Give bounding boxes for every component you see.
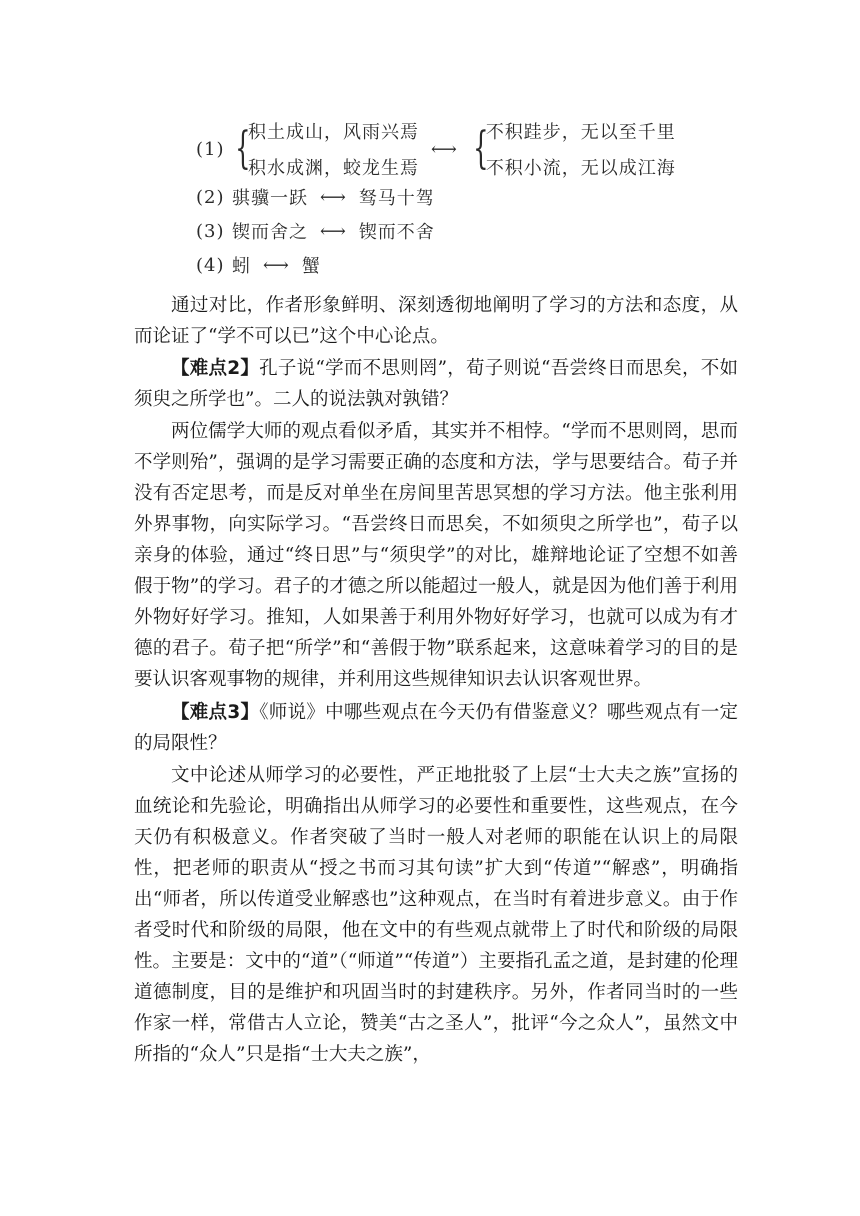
question-text: 孔子说“学而不思则罔”，荀子则说“吾尝终日而思矣，不如须臾之所学也”。二人的说法孰对孰错？ bbox=[134, 358, 738, 410]
right-term: 蟹 bbox=[301, 256, 321, 277]
paragraph-conclusion: 通过对比，作者形象鲜明、深刻透彻地阐明了学习的方法和态度，从而论证了“学不可以已”这个中心论点。 bbox=[134, 295, 738, 347]
left-pair bbox=[248, 118, 419, 180]
row-number: (2) bbox=[196, 186, 225, 208]
double-arrow-icon: ⟷ bbox=[320, 220, 347, 242]
question-label: 【难点3】 bbox=[171, 702, 260, 723]
left-term: 骐骥一跃 bbox=[232, 188, 308, 209]
question-difficulty-3 bbox=[134, 697, 738, 759]
right-term: 锲而不舍 bbox=[358, 222, 435, 243]
diagram-row-1 bbox=[196, 118, 676, 180]
question-difficulty-2 bbox=[134, 353, 738, 415]
answer-difficulty-2: 两位儒学大师的观点看似矛盾，其实并不相悖。“学而不思则罔，思而不学则殆”，强调的是学习需要正确的态度和方法，学与思要结合。荀子并没有否定思考，而是反对单坐在房间里苦思冥想的学习方法。他主张利用外界事物，向实际学习。“吾尝终日而思矣，不如须臾之所学也”，荀子以亲身的体验，通过“终日思”与“须臾学”的对比，雄辩地论证了空想不如善假于物”的学习。君子的才德之所以能超过一般人，就是因为他们善于利用外物好好学习。推知，人如果善于利用外物好好学习，也就可以成为有才德的君子。荀子把“所学”和“善假于物”联系起来，这意味着学习的目的是要认识客观事物的规律，并利用这些规律知识去认识客观世界。 bbox=[134, 421, 738, 690]
row-number: (3) bbox=[196, 220, 225, 242]
row-number: (1) bbox=[196, 138, 225, 160]
double-arrow-icon: ⟷ bbox=[320, 186, 347, 208]
question-text: 《师说》中哪些观点在今天仍有借鉴意义？哪些观点有一定的局限性？ bbox=[134, 702, 738, 754]
diagram-row-4 bbox=[196, 252, 321, 278]
right-term: 驽马十驾 bbox=[358, 188, 435, 209]
left-line-b: 积水成渊，蛟龙生焉 bbox=[248, 158, 419, 179]
left-brace: { bbox=[235, 123, 252, 174]
double-arrow-icon: ⟷ bbox=[263, 254, 290, 276]
row-number: (4) bbox=[196, 254, 225, 276]
left-term: 蚓 bbox=[232, 256, 251, 277]
left-brace: { bbox=[472, 123, 489, 174]
left-term: 锲而舍之 bbox=[232, 222, 308, 243]
answer-difficulty-3: 文中论述从师学习的必要性，严正地批驳了上层“士大夫之族”宣扬的血统论和先验论，明确指出从师学习的必要性和重要性，这些观点，在今天仍有积极意义。作者突破了当时一般人对老师的职能在认识上的局限性，把老师的职责从“授之书而习其句读”扩大到“传道”“解惑”，明确指出“师者，所以传道受业解惑也”这种观点，在当时有着进步意义。由于作者受时代和阶级的局限，他在文中的有些观点就带上了时代和阶级的局限性。主要是：文中的“道”（“师道”“传道”）主要指孔孟之道，是封建的伦理道德制度，目的是维护和巩固当时的封建秩序。另外，作者同当时的一些作家一样，常借古人立论，赞美“古之圣人”，批评“今之众人”，虽然文中所指的“众人”只是指“士大夫之族”， bbox=[134, 765, 738, 1065]
contrast-diagram bbox=[196, 112, 676, 280]
right-line-a: 不积跬步，无以至千里 bbox=[485, 122, 676, 143]
question-label: 【难点2】 bbox=[171, 358, 260, 379]
right-pair bbox=[486, 118, 676, 180]
right-line-b: 不积小流，无以成江海 bbox=[485, 158, 676, 179]
diagram-row-3 bbox=[196, 218, 435, 244]
diagram-row-2 bbox=[196, 184, 435, 210]
left-line-a: 积土成山，风雨兴焉 bbox=[248, 122, 419, 143]
double-arrow-icon: ⟷ bbox=[431, 138, 458, 160]
